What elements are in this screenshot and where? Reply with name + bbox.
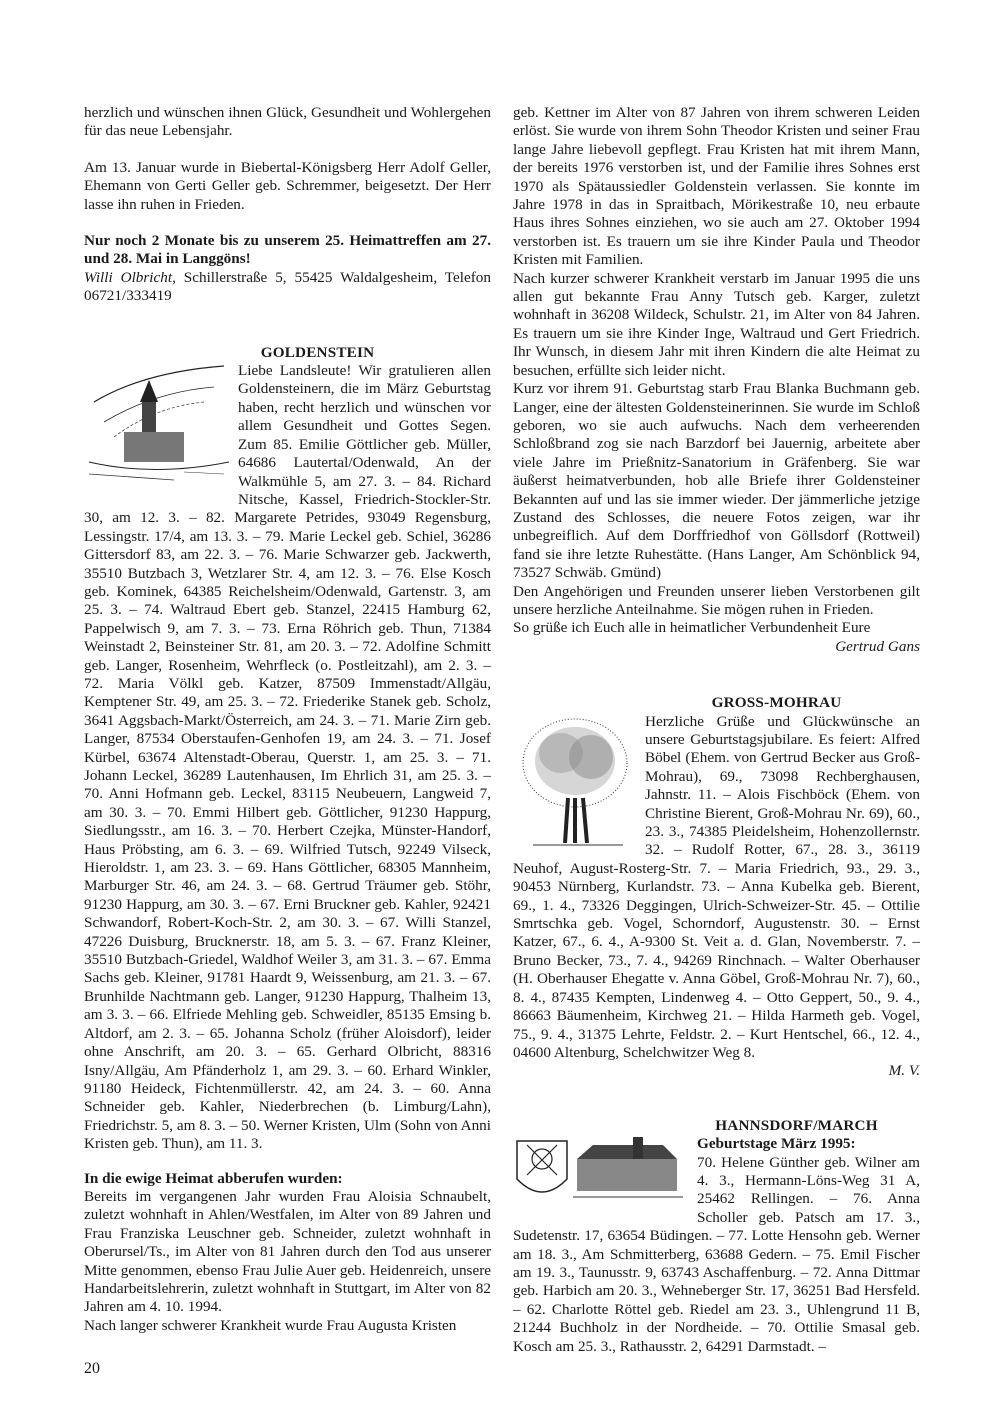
goldenstein-title: GOLDENSTEIN	[260, 343, 375, 361]
left-column	[84, 104, 491, 1335]
right-paragraph-4: Den Angehörigen und Freunden unserer lieben Verstorbenen gilt unsere herzliche Anteilnahme. Sie mögen ruhen in Frieden.	[513, 582, 920, 618]
left-paragraph-2: Am 13. Januar wurde in Biebertal-Königsberg Herr Adolf Geller, Ehemann von Gerti Geller geb. Schremmer, beigesetzt. Der Herr lasse ihn ruhen in Frieden.	[84, 158, 491, 213]
abberufen-heading: In die ewige Heimat abberufen wurden:	[84, 1169, 343, 1187]
abberufen-text: Bereits im vergangenen Jahr wurden Frau Aloisia Schnaubelt, zuletzt wohnhaft in Ahlen/Westfalen, im Alter von 89 Jahren und Frau Franziska Leuschner geb. Schneider, zuletzt wohnhaft in Oberursel/Ts., im Alter von 81 Jahren durch den Tod aus unserer Mitte genommen, ebenso Frau Julie Auer geb. Heidenreich, unsere Handarbeitslehrerin, zuletzt wohnhaft in Stuttgart, im Alter von 82 Jahren am 4. 10. 1994.	[84, 1187, 491, 1316]
signature-mv: M. V.	[888, 1062, 920, 1080]
right-paragraph-1: geb. Kettner im Alter von 87 Jahren von ihrem schweren Leiden erlöst. Sie wurde von ihrem Sohn Theodor Kristen und seiner Frau lange Jahre liebevoll gepflegt. Frau Kristen hat mit ihrem Mann, der bereits 1976 verstorben ist, und der Familie ihres Sohnes erst 1970 als Spätaussiedler Goldenstein verlassen. Sie konnte im Jahre 1978 in das in Spraitbach, Mörikestraße 10, neu erbaute Haus ihres Sohnes einziehen, wo sie auch am 27. Oktober 1994 verstorben ist. Es trauern um sie ihre Kinder Paula und Theodor Kristen mit Familien.	[513, 104, 920, 269]
goldenstein-illustration	[84, 362, 234, 492]
page-number: 20	[84, 1360, 100, 1377]
hannsdorf-text: 70. Helene Günther geb. Wilner am 4. 3., Hermann-Löns-Weg 31 A, 25462 Rellingen. – 76. Anna Scholler geb. Patsch am 17. 3., Sudetenstr. 17, 63654 Büdingen. – 77. Lotte Hensohn geb. Werner am 18. 3., Am Schmitterberg, 63688 Gedern. – 75. Emil Fischer am 19. 3., Taunusstr. 9, 63743 Aschaffenburg. – 72. Anna Dittmar geb. Harbich am 20. 3., Wehneberger Str. 17, 36251 Bad Hersfeld. – 62. Charlotte Röttel geb. Riedel am 23. 3., Uhlengrund 11 B, 21244 Buchholz in der Nordheide. – 70. Ottilie Smasal geb. Kosch am 25. 3., Rathausstr. 2, 64291 Darmstadt. –	[513, 1153, 920, 1355]
heimattreffen-heading: Nur noch 2 Monate bis zu unserem 25. Heimattreffen am 27. und 28. Mai in Langgöns!	[84, 232, 491, 268]
right-column	[513, 104, 920, 1356]
hannsdorf-subtitle: Geburtstage März 1995:	[697, 1135, 856, 1153]
gross-mohrau-text: Herzliche Grüße und Glückwünsche an unsere Geburtstagsjubilare. Es feiert: Alfred Böbel (Ehem. von Gertrud Becker aus Groß-Mohrau), 69., 73098 Rechberghausen, Jahnstr. 11. – Alois Fischböck (Ehem. von Christine Bierent, Groß-Mohrau Nr. 69), 60., 23. 3., 74385 Pleidelsheim, Hohenzollernstr. 32. – Rudolf Rotter, 67., 28. 3., 36119 Neuhof, August-Rosterg-Str. 7. – Maria Friedrich, 93., 29. 3., 90453 Nürnberg, Kurlandstr. 73. – Anna Kubelka geb. Bierent, 69., 1. 4., 73326 Deggingen, Ulrich-Schweizer-Str. 45. – Ottilie Smrtschka geb. Vogel, Schorndorf, Augustenstr. 30. – Ernst Katzer, 67., 6. 4., A-9300 St. Veit a. d. Glan, Novemberstr. 7. – Bruno Becker, 73., 7. 4., 94269 Rinchnach. – Walter Oberhauser (H. Oberhauser Ehegatte v. Anna Göbel, Groß-Mohrau Nr. 7), 60., 8. 4., 87435 Kempten, Lindenweg 4. – Otto Geppert, 50., 9. 4., 86663 Bäumenheim, Kirchweg 21. – Hilda Harmeth geb. Vogel, 75., 9. 4., 31375 Lehrte, Feldstr. 2. – Kurt Hentschel, 66., 12. 4., 04600 Altenburg, Schelchwitzer Weg 8.	[513, 712, 920, 1061]
gross-mohrau-title: GROSS-MOHRAU	[711, 694, 842, 712]
contact-name: Willi Olbricht,	[84, 268, 176, 286]
right-paragraph-2: Nach kurzer schwerer Krankheit verstarb im Januar 1995 die uns allen gut bekannte Frau Anny Tutsch geb. Karger, zuletzt wohnhaft in 36208 Wildeck, Schulstr. 21, im Alter von 84 Jahren. Es trauern um sie ihre Kinder Inge, Waltraud und Gert Friedrich. Ihr Wunsch, in diesem Jahr mit ihren Kindern die alte Heimat zu besuchen, erfüllte sich leider nicht.	[513, 269, 920, 379]
signature-gertrud-gans: Gertrud Gans	[835, 637, 920, 655]
goldenstein-text: Liebe Landsleute! Wir gratulieren allen Goldensteinern, die im März Geburtstag haben, recht herzlich und wünschen vor allem Gesundheit und Gottes Segen. Zum 85. Emilie Göttlicher geb. Müller, 64686 Lautertal/Odenwald, An der Walkmühle 5, am 27. 3. – 84. Richard Nitsche, Kassel, Friedrich-Stockler-Str. 30, am 12. 3. – 82. Margarete Petrides, 93049 Regensburg, Lessingstr. 17/4, am 13. 3. – 79. Marie Leckel geb. Schiel, 36286 Gittersdorf 83, am 22. 3. – 76. Marie Schwarzer geb. Jackwerth, 35510 Butzbach 3, Wetzlarer Str. 4, am 12. 3. – 76. Else Kosch geb. Kominek, 64385 Reichelsheim/Odenwald, Gartenstr. 3, am 25. 3. – 74. Waltraud Ebert geb. Stanzel, 22415 Hamburg 62, Pappelwisch 9, am 7. 3. – 73. Erna Röhrich geb. Thun, 71384 Weinstadt 2, Beinsteiner Str. 81, am 20. 3. – 72. Adolfine Schmitt geb. Langer, Rosenheim, Wehrfleck (o. Postleitzahl), am 2. 3. – 72. Maria Völkl geb. Katzer, 87509 Immenstadt/Allgäu, Kemptener Str. 49, am 25. 3. – 72. Friederike Stanek geb. Scholz, 3641 Aggsbach-Markt/Österreich, am 24. 3. – 71. Marie Zirn geb. Langer, 87534 Oberstaufen-Genhofen 19, am 24. 3. – 71. Josef Kürbel, 63674 Altenstadt-Oberau, Querstr. 1, am 25. 3. – 71. Johann Leckel, 36289 Lautenhausen, Im Ehrlich 31, am 25. 3. – 70. Anni Hofmann geb. Leckel, 83115 Neubeuern, Langweid 7, am 30. 3. – 70. Emmi Hilbert geb. Göttlicher, 91230 Happurg, Siedlungsstr., am 16. 3. – 70. Herbert Czejka, Münster-Handorf, Haus Pröbsting, am 6. 3. – 69. Wilfried Tutsch, 92249 Vilseck, Hieroldstr. 1, am 23. 3. – 69. Hans Göttlicher, 68305 Mannheim, Marburger Str. 46, am 24. 3. – 68. Gertrud Träumer geb. Stöhr, 91230 Happurg, am 30. 3. – 67. Erni Bruckner geb. Kahler, 92421 Schwandorf, Robert-Koch-Str. 2, am 30. 3. – 67. Willi Stanzel, 47226 Duisburg, Brucknerstr. 18, am 5. 3. – 67. Franz Kleiner, 35510 Butzbach-Griedel, Waldhof Weiler 3, am 31. 3. – 67. Emma Sachs geb. Kleiner, 91781 Haardt 9, Weissenburg, am 21. 3. – 67. Brunhilde Nachtmann geb. Langer, 91230 Happurg, Thalheim 13, am 3. 3. – 66. Elfriede Mehling geb. Schweidler, 85135 Emsing b. Altdorf, am 2. 3. – 65. Johanna Scholz (früher Aloisdorf), leider ohne Anschrift, am 20. 3. – 65. Gerhard Olbricht, 88316 Isny/Allgäu, Am Pfänderholz 1, am 29. 3. – 60. Erhard Winkler, 91180 Heideck, Fichtenmüllerstr. 42, am 24. 3. – 60. Anna Schneider geb. Kahler, Niederbrechen (b. Limburg/Lahn), Friedrichstr. 5, am 8. 3. – 50. Werner Kristen, Ulm (Sohn von Anni Kristen geb. Thun), am 11. 3.	[84, 362, 491, 1153]
right-paragraph-3: Kurz vor ihrem 91. Geburtstag starb Frau Blanka Buchmann geb. Langer, eine der ältesten Goldensteinerinnen. Sie wurde im Schloß geboren, wo sie auch aufwuchs. Nach dem verheerenden Schloßbrand zog sie nach Barzdorf bei Jauernig, arbeitete aber viele Jahre im Prießnitz-Sanatorium in Gräfenberg. Sie war äußerst heimatverbunden, hob alle Briefe ihrer Goldensteiner Bekannten auf und las sie immer wieder. Der jämmerliche jetzige Zustand des Schlosses, die neuere Fotos zeigen, war ihr unbegreiflich. Auf dem Dorffriedhof von Göllsdorf (Rottweil) fand sie ihre letzte Ruhestätte. (Hans Langer, Am Schönblick 94, 73527 Schwäb. Gmünd)	[513, 380, 920, 582]
contact-address: Schillerstraße 5, 55425 Waldalgesheim, Telefon 06721/333419	[84, 268, 491, 305]
left-paragraph-1: herzlich und wünschen ihnen Glück, Gesundheit und Wohlergehen für das neue Lebensjahr.	[84, 104, 491, 140]
contact-line	[84, 269, 491, 306]
hannsdorf-illustration	[513, 1135, 691, 1211]
right-paragraph-5: So grüße ich Euch alle in heimatlicher Verbundenheit Eure	[513, 619, 871, 637]
tree-illustration	[513, 713, 641, 853]
abberufen-text-2: Nach langer schwerer Krankheit wurde Frau Augusta Kristen	[84, 1316, 457, 1334]
hannsdorf-title: HANNSDORF/MARCH	[715, 1116, 878, 1134]
